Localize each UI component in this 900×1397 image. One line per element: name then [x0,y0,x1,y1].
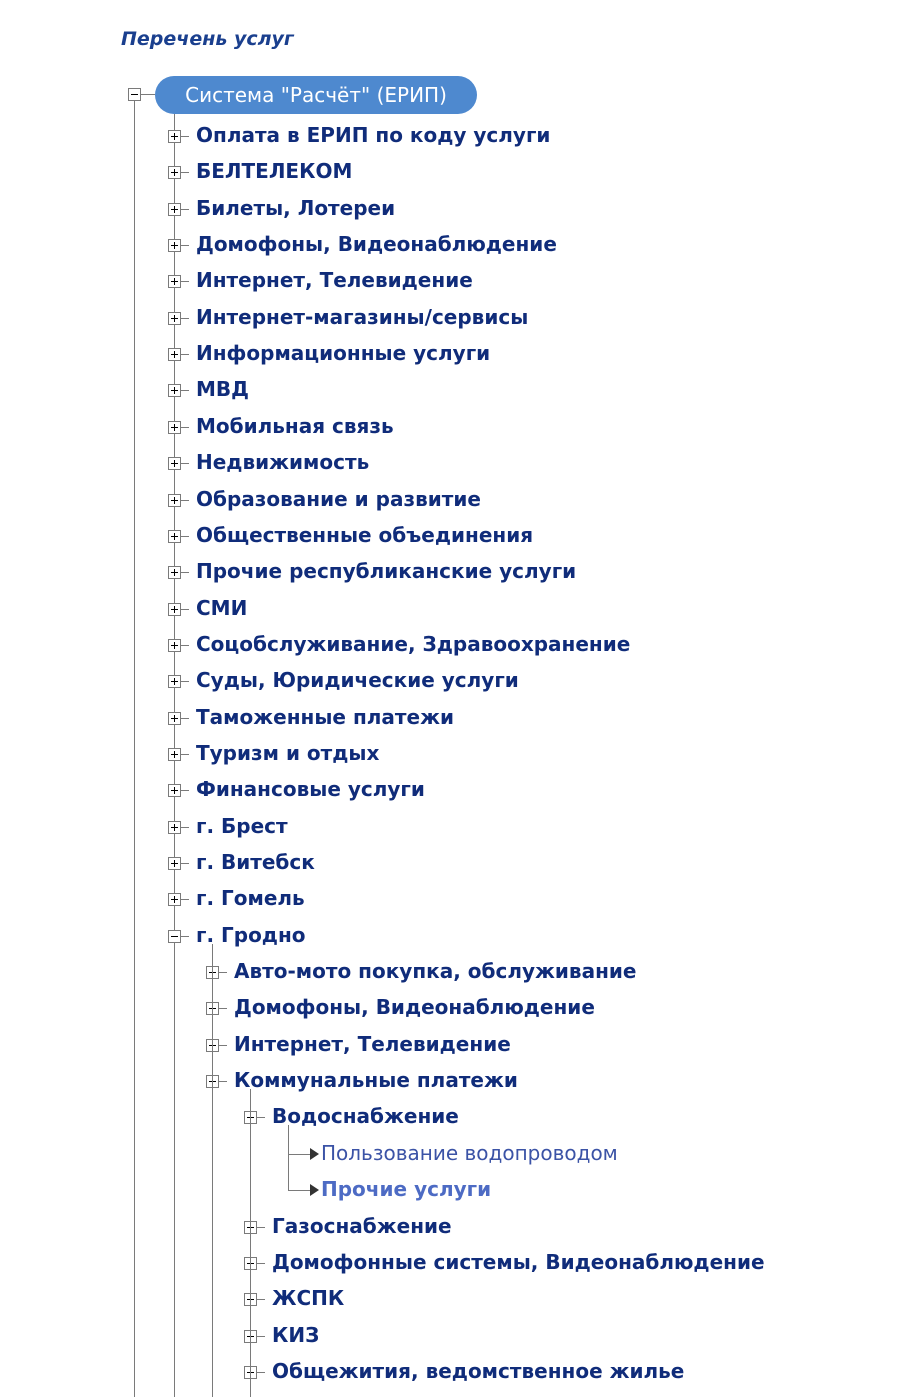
expand-plus-icon[interactable] [168,821,181,834]
tree-connector [181,172,189,173]
expand-plus-icon[interactable] [168,312,181,325]
tree-node-item[interactable]: Коммунальные платежи [234,1068,518,1092]
tree-connector [181,863,189,864]
expand-plus-icon[interactable] [168,603,181,616]
tree-node-item[interactable]: г. Гомель [196,886,305,910]
tree-connector [219,1045,227,1046]
tree-connector [257,1263,265,1264]
tree-node-item[interactable]: Общественные объединения [196,523,534,547]
tree-connector [181,609,189,610]
tree-connector [181,463,189,464]
tree-connector [288,1154,310,1155]
expand-plus-icon[interactable] [168,275,181,288]
tree-node-item[interactable]: Туризм и отдых [196,741,380,765]
tree-node-item[interactable]: БЕЛТЕЛЕКОМ [196,159,353,183]
expand-plus-icon[interactable] [168,203,181,216]
tree-trunk-line [134,101,135,1397]
tree-leaf-item[interactable]: Пользование водопроводом [321,1141,618,1165]
page-title: Перечень услуг [121,28,294,50]
expand-plus-icon[interactable] [168,530,181,543]
tree-node-item[interactable]: Образование и развитие [196,487,481,511]
root-node-erip[interactable]: Система "Расчёт" (ЕРИП) [155,76,477,114]
tree-connector [257,1227,265,1228]
tree-connector [181,390,189,391]
collapse-minus-icon[interactable] [168,930,181,943]
tree-node-item[interactable]: ЖСПК [272,1286,345,1310]
leaf-arrow-icon [310,1184,319,1196]
tree-node-item[interactable]: Прочие республиканские услуги [196,559,577,583]
tree-node-item[interactable]: Газоснабжение [272,1214,452,1238]
tree-connector [181,281,189,282]
tree-connector [181,718,189,719]
tree-connector [141,94,155,95]
tree-node-item[interactable]: Финансовые услуги [196,777,425,801]
tree-node-item[interactable]: г. Брест [196,814,288,838]
tree-connector [257,1117,265,1118]
root-collapse-toggle-icon[interactable] [128,88,141,101]
expand-plus-icon[interactable] [168,639,181,652]
expand-plus-icon[interactable] [168,384,181,397]
tree-node-item[interactable]: Интернет-магазины/сервисы [196,305,529,329]
tree-level2-line [212,944,213,1397]
tree-level4-line [288,1125,289,1190]
tree-node-item[interactable]: Билеты, Лотереи [196,196,396,220]
tree-node-item[interactable]: Информационные услуги [196,341,491,365]
expand-plus-icon[interactable] [168,494,181,507]
tree-connector [181,500,189,501]
tree-connector [181,427,189,428]
expand-plus-icon[interactable] [168,239,181,252]
tree-node-item[interactable]: КИЗ [272,1323,320,1347]
tree-connector [257,1372,265,1373]
tree-connector [181,899,189,900]
tree-connector [181,536,189,537]
expand-plus-icon[interactable] [168,166,181,179]
tree-node-item[interactable]: Общежития, ведомственное жилье [272,1359,685,1383]
expand-plus-icon[interactable] [168,130,181,143]
tree-node-item[interactable]: Соцобслуживание, Здравоохранение [196,632,631,656]
tree-node-item[interactable]: СМИ [196,596,248,620]
tree-node-item[interactable]: Интернет, Телевидение [196,268,473,292]
tree-connector [181,318,189,319]
tree-connector [219,1081,227,1082]
tree-node-item[interactable]: Таможенные платежи [196,705,454,729]
expand-plus-icon[interactable] [168,857,181,870]
tree-connector [181,790,189,791]
expand-plus-icon[interactable] [168,748,181,761]
tree-node-item[interactable]: Водоснабжение [272,1104,459,1128]
tree-connector [181,209,189,210]
expand-plus-icon[interactable] [168,566,181,579]
tree-connector [181,681,189,682]
tree-leaf-item[interactable]: Прочие услуги [321,1177,492,1201]
expand-plus-icon[interactable] [168,784,181,797]
leaf-arrow-icon [310,1148,319,1160]
tree-node-item[interactable]: МВД [196,377,249,401]
tree-node-item[interactable]: Домофоны, Видеонаблюдение [196,232,557,256]
tree-node-item[interactable]: Интернет, Телевидение [234,1032,511,1056]
tree-level3-line [250,1089,251,1397]
tree-connector [181,827,189,828]
tree-node-item[interactable]: Домофонные системы, Видеонаблюдение [272,1250,765,1274]
tree-node-item[interactable]: Суды, Юридические услуги [196,668,519,692]
tree-connector [181,754,189,755]
tree-connector [219,972,227,973]
tree-node-item[interactable]: Оплата в ЕРИП по коду услуги [196,123,551,147]
tree-node-item[interactable]: Мобильная связь [196,414,394,438]
tree-connector [181,245,189,246]
tree-connector [181,354,189,355]
tree-connector [219,1008,227,1009]
expand-plus-icon[interactable] [168,457,181,470]
tree-connector [181,136,189,137]
tree-connector [181,936,189,937]
expand-plus-icon[interactable] [168,675,181,688]
tree-node-item[interactable]: г. Витебск [196,850,315,874]
tree-node-item[interactable]: Авто-мото покупка, обслуживание [234,959,637,983]
expand-plus-icon[interactable] [168,893,181,906]
tree-connector [257,1299,265,1300]
tree-node-item[interactable]: Недвижимость [196,450,370,474]
tree-connector [181,645,189,646]
tree-node-item[interactable]: г. Гродно [196,923,306,947]
tree-node-item[interactable]: Домофоны, Видеонаблюдение [234,995,595,1019]
expand-plus-icon[interactable] [168,421,181,434]
expand-plus-icon[interactable] [168,712,181,725]
tree-connector [181,572,189,573]
expand-plus-icon[interactable] [168,348,181,361]
tree-connector [257,1336,265,1337]
tree-connector [288,1190,310,1191]
